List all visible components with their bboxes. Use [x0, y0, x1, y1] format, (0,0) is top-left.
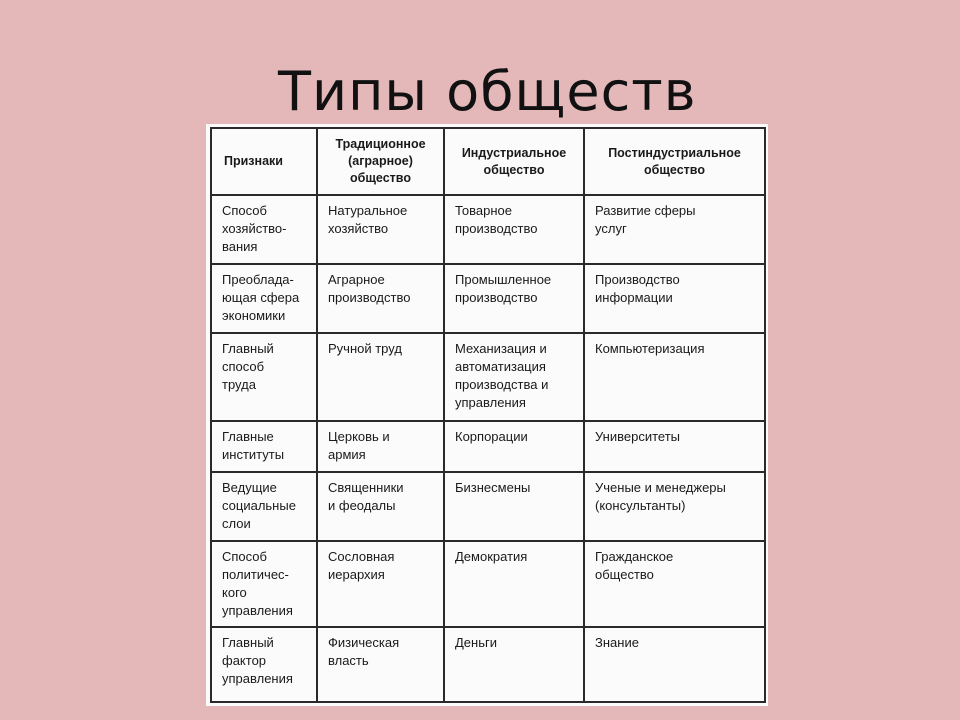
society-types-table [210, 127, 766, 703]
table-row [211, 421, 765, 472]
table-cell: Аграрное производство [317, 264, 444, 333]
row-label-cell: Способ хозяйство- вания [211, 195, 317, 264]
row-label-cell: Ведущие социальные слои [211, 472, 317, 541]
header-row [211, 128, 765, 195]
table-row [211, 333, 765, 421]
table-cell: Деньги [444, 627, 584, 702]
table-row [211, 472, 765, 541]
header-cell-traditional: Традиционное (аграрное) общество [317, 128, 444, 195]
table-cell: Механизация и автоматизация производства и управления [444, 333, 584, 421]
table-cell: Натуральное хозяйство [317, 195, 444, 264]
row-label-cell: Преоблада- ющая сфера экономики [211, 264, 317, 333]
table-row [211, 264, 765, 333]
table-row [211, 195, 765, 264]
table-cell: Корпорации [444, 421, 584, 472]
table-cell: Производство информации [584, 264, 765, 333]
table-row [211, 541, 765, 627]
table-cell: Священники и феодалы [317, 472, 444, 541]
row-label-cell: Способ политичес- кого управления [211, 541, 317, 627]
table-cell: Гражданское общество [584, 541, 765, 627]
header-cell-industrial: Индустриальное общество [444, 128, 584, 195]
table-cell: Знание [584, 627, 765, 702]
row-label-cell: Главные институты [211, 421, 317, 472]
table-row [211, 627, 765, 702]
table-cell: Сословная иерархия [317, 541, 444, 627]
row-label-cell: Главный фактор управления [211, 627, 317, 702]
table-cell: Компьютеризация [584, 333, 765, 421]
table-cell: Демократия [444, 541, 584, 627]
slide-title: Типы обществ [278, 60, 697, 123]
table-cell: Развитие сферы услуг [584, 195, 765, 264]
table-cell: Университеты [584, 421, 765, 472]
table-cell: Товарное производство [444, 195, 584, 264]
table-cell: Промышленное производство [444, 264, 584, 333]
table-cell: Ручной труд [317, 333, 444, 421]
row-label-cell: Главный способ труда [211, 333, 317, 421]
header-cell-postindustrial: Постиндустриальное общество [584, 128, 765, 195]
table-cell: Ученые и менеджеры (консультанты) [584, 472, 765, 541]
header-cell-signs: Признаки [211, 128, 317, 195]
table-sheet [206, 124, 768, 706]
table-cell: Физическая власть [317, 627, 444, 702]
table-cell: Бизнесмены [444, 472, 584, 541]
table-cell: Церковь и армия [317, 421, 444, 472]
